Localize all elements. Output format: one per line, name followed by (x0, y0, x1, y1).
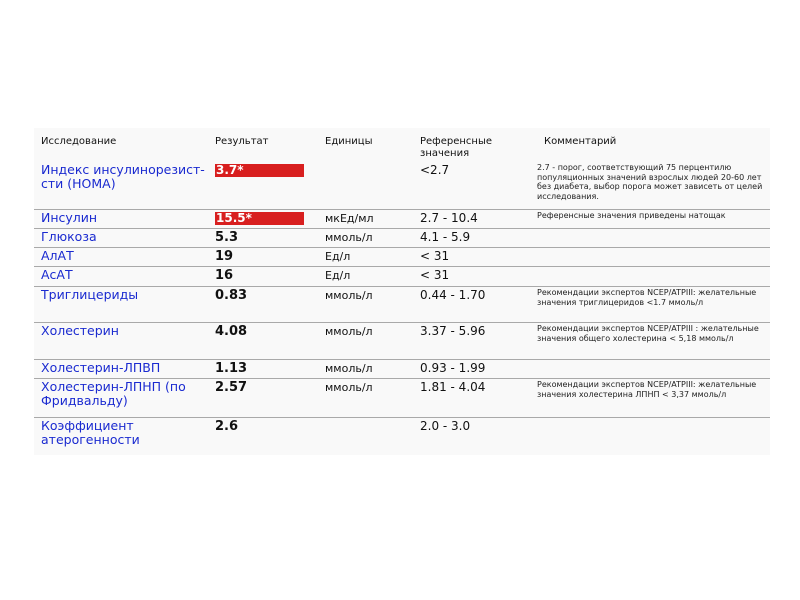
row-result: 16 (215, 268, 234, 283)
row-name: Коэффициент атерогенности (41, 418, 140, 447)
table-row (34, 229, 770, 248)
row-result: 0.83 (215, 288, 248, 303)
table-row (34, 287, 770, 323)
row-comment: Рекомендации экспертов NCEP/ATPIII: желательные значения холестерина ЛПНП < 3,37 ммоль/л (537, 380, 757, 399)
row-units: мкЕд/мл (325, 212, 374, 225)
row-units: Ед/л (325, 250, 351, 263)
header-result: Результат (215, 136, 269, 147)
header-study: Исследование (41, 136, 117, 147)
row-units: ммоль/л (325, 231, 373, 244)
row-name: Холестерин-ЛПНП (по Фридвальду) (41, 379, 186, 408)
row-result: 1.13 (215, 361, 248, 376)
lab-results-table (34, 128, 770, 455)
table-row (34, 267, 770, 287)
row-name: АсАТ (41, 267, 73, 282)
row-comment: Референсные значения приведены натощак (537, 211, 726, 220)
row-reference: < 31 (420, 268, 450, 282)
row-name: Индекс инсулинорезист-сти (HOMA) (41, 162, 205, 191)
row-reference: <2.7 (420, 163, 450, 177)
header-units: Единицы (325, 136, 373, 147)
row-result-flagged: 3.7* (215, 164, 304, 177)
row-result: 2.6 (215, 419, 239, 434)
table-row (34, 323, 770, 360)
row-result: 2.57 (215, 380, 248, 395)
row-result: 19 (215, 249, 234, 264)
table-row (34, 360, 770, 379)
row-name: АлАТ (41, 248, 74, 263)
row-result: 4.08 (215, 324, 248, 339)
row-result: 5.3 (215, 230, 239, 245)
row-reference: < 31 (420, 249, 450, 263)
row-name: Холестерин (41, 323, 119, 338)
row-units: ммоль/л (325, 289, 373, 302)
row-reference: 2.0 - 3.0 (420, 419, 471, 433)
row-name: Триглицериды (41, 287, 139, 302)
row-units: ммоль/л (325, 362, 373, 375)
row-reference: 4.1 - 5.9 (420, 230, 471, 244)
row-reference: 3.37 - 5.96 (420, 324, 486, 338)
header-reference: Референсные значения (420, 136, 493, 159)
row-units: ммоль/л (325, 325, 373, 338)
header-comment: Комментарий (544, 136, 617, 147)
row-reference: 2.7 - 10.4 (420, 211, 478, 225)
table-row (34, 248, 770, 267)
row-name: Глюкоза (41, 229, 97, 244)
row-name: Инсулин (41, 210, 98, 225)
row-units: Ед/л (325, 269, 351, 282)
row-reference: 1.81 - 4.04 (420, 380, 486, 394)
row-reference: 0.93 - 1.99 (420, 361, 486, 375)
row-comment: Рекомендации экспертов NCEP/ATPIII: желательные значения триглицеридов <1.7 ммоль/л (537, 288, 757, 307)
row-name: Холестерин-ЛПВП (41, 360, 161, 375)
row-comment: Рекомендации экспертов NCEP/ATPIII : желательные значения общего холестерина < 5,18 ммоль/л (537, 324, 759, 343)
row-result-flagged: 15.5* (215, 212, 304, 225)
table-row (34, 210, 770, 229)
row-comment: 2.7 - порог, соответствующий 75 перцентилю популяционных значений взрослых людей 20-60 лет без диабета, выбор порога может зависеть от целей исследования. (537, 163, 763, 201)
row-reference: 0.44 - 1.70 (420, 288, 486, 302)
table-row (34, 418, 770, 454)
table-row (34, 379, 770, 418)
row-units: ммоль/л (325, 381, 373, 394)
table-row (34, 162, 770, 210)
